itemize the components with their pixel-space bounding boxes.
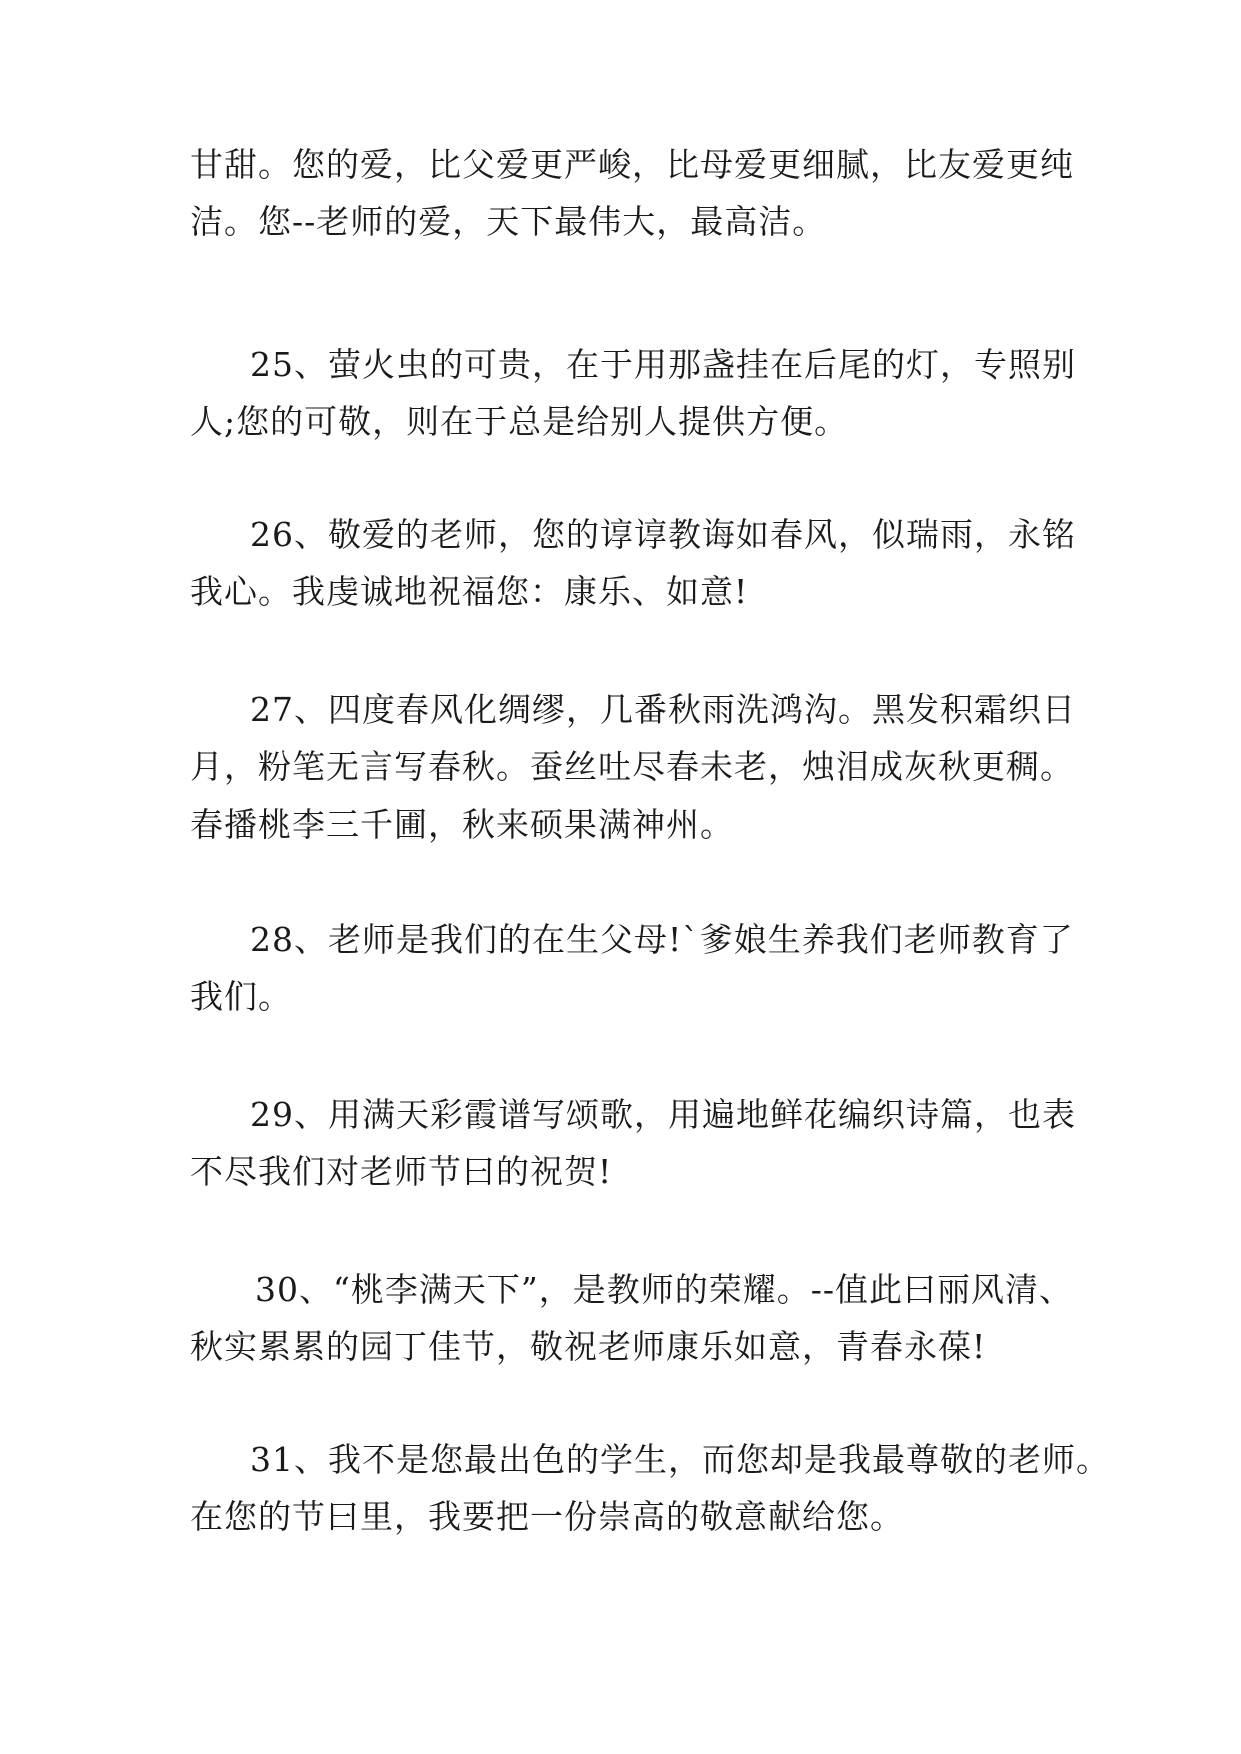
- text-line: 30、“桃李满天下”，是教师的荣耀。--值此曰丽风清、: [255, 1270, 1074, 1309]
- text-line: 月，粉笔无言写春秋。蚕丝吐尽春未老，烛泪成灰秋更稠。: [190, 747, 1074, 786]
- text-line: 人;您的可敬，则在于总是给别人提供方便。: [190, 402, 849, 441]
- text-line: 不尽我们对老师节曰的祝贺!: [190, 1152, 613, 1191]
- text-line: 春播桃李三千圃，秋来硕果满神州。: [190, 805, 734, 844]
- text-line: 洁。您--老师的爱，天下最伟大，最高洁。: [190, 202, 827, 241]
- text-line: 29、用满天彩霞谱写颂歌，用遍地鲜花编织诗篇，也表: [250, 1095, 1076, 1134]
- text-line: 我心。我虔诚地祝福您：康乐、如意!: [190, 572, 749, 611]
- text-line: 27、四度春风化绸缪，几番秋雨洗鸿沟。黑发积霜织日: [250, 690, 1076, 729]
- text-line: 秋实累累的园丁佳节，敬祝老师康乐如意，青春永葆!: [190, 1327, 987, 1366]
- text-line: 25、萤火虫的可贵，在于用那盏挂在后尾的灯，专照别: [250, 345, 1076, 384]
- text-line: 28、老师是我们的在生父母!`爹娘生养我们老师教育了: [250, 920, 1074, 959]
- text-line: 26、敬爱的老师，您的谆谆教诲如春风，似瑞雨，永铭: [250, 515, 1076, 554]
- text-line: 甘甜。您的爱，比父爱更严峻，比母爱更细腻，比友爱更纯: [190, 145, 1074, 184]
- text-line: 在您的节曰里，我要把一份崇高的敬意献给您。: [190, 1497, 904, 1536]
- text-line: 我们。: [190, 977, 292, 1016]
- text-line: 31、我不是您最出色的学生，而您却是我最尊敬的老师。: [250, 1440, 1110, 1479]
